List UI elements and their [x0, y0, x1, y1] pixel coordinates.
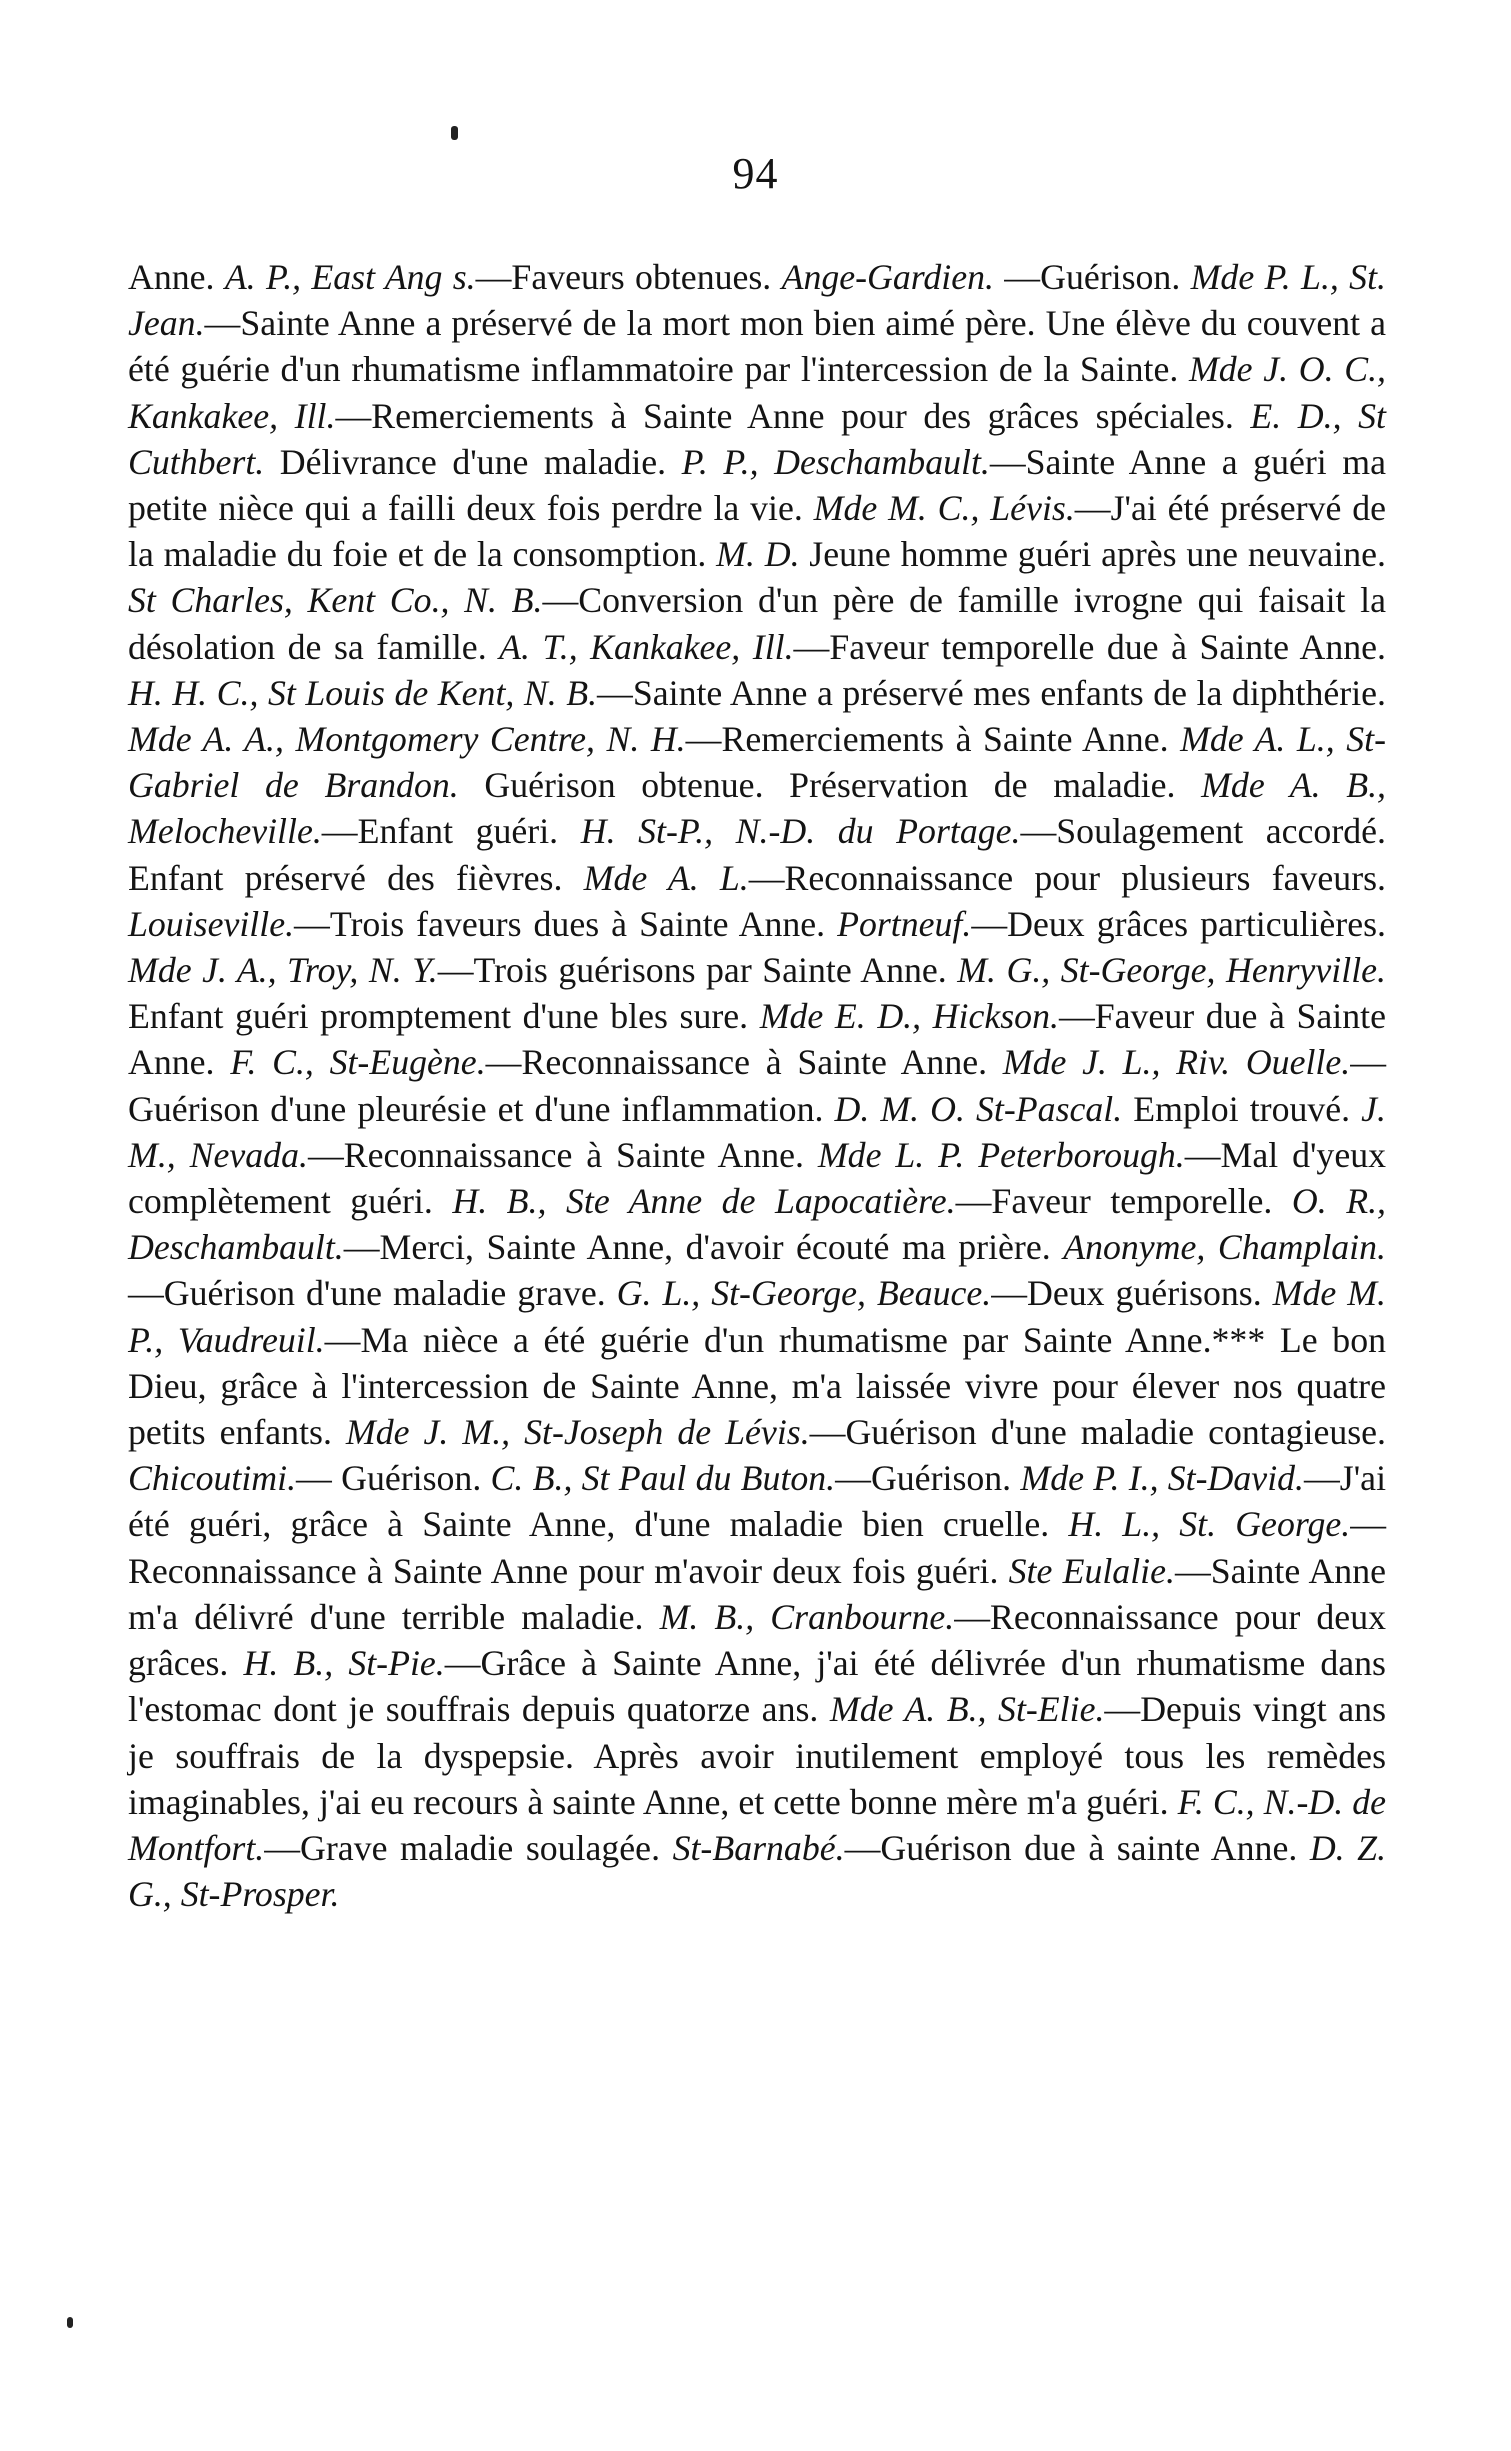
testimony-text: —Guérison d'une maladie grave.	[128, 1273, 617, 1314]
testimony-text: —Guérison.	[835, 1458, 1021, 1499]
correspondent-name: Chicoutimi.	[128, 1458, 297, 1499]
correspondent-name: P. P., Deschambault.	[681, 441, 990, 482]
correspondent-name: Mde P. I., St-David.	[1020, 1458, 1304, 1499]
stray-ink-mark-top	[451, 126, 458, 140]
testimony-text: —Grave maladie soulagée.	[264, 1827, 673, 1868]
testimony-text: Anne.	[128, 257, 225, 297]
testimony-text: Délivrance d'une maladie.	[264, 441, 682, 482]
correspondent-name: H. B., St-Pie.	[243, 1643, 445, 1684]
testimony-text: —Enfant guéri.	[321, 811, 581, 852]
correspondent-name: A. P., East Ang s.	[224, 257, 476, 297]
correspondent-name: Mde P. L., St. Jean.	[128, 257, 1386, 344]
correspondent-name: H. H. C., St Louis de Kent, N. B.	[128, 672, 598, 713]
correspondent-name: H. B., Ste Anne de Lapocatière.	[452, 1181, 956, 1222]
correspondent-name: Mde J. A., Troy, N. Y.	[128, 950, 438, 991]
correspondent-name: M. D.	[716, 534, 800, 575]
testimony-text: Emploi trouvé.	[1122, 1088, 1362, 1129]
correspondent-name: M. B., Cranbourne.	[659, 1596, 955, 1637]
testimony-text: —Faveurs obtenues.	[475, 257, 782, 297]
correspondent-name: St-Barnabé.	[672, 1827, 845, 1868]
correspondent-name: Ange-Gardien.	[781, 257, 994, 297]
correspondent-name: Mde M. C., Lévis.	[813, 488, 1075, 529]
correspondent-name: D. M. O. St-Pascal.	[834, 1088, 1123, 1129]
correspondent-name: Anonyme, Champlain.	[1063, 1227, 1386, 1268]
testimony-text: —Merci, Sainte Anne, d'avoir écouté ma prière.	[343, 1227, 1064, 1268]
correspondent-name: H. L., St. George.	[1068, 1504, 1351, 1545]
testimony-text: —Guérison due à sainte Anne.	[844, 1827, 1310, 1868]
correspondent-name: G. L., St-George, Beauce.	[616, 1273, 992, 1314]
correspondent-name: O. R., Deschambault.	[128, 1181, 1386, 1268]
page-number: 94	[732, 149, 779, 198]
correspondent-name: Louiseville.	[128, 903, 295, 944]
correspondent-name: J. M., Nevada.	[128, 1088, 1386, 1175]
correspondent-name: Mde E. D., Hickson.	[759, 996, 1059, 1037]
correspondent-name: Mde J. M., St-Joseph de Lévis.	[345, 1412, 810, 1453]
correspondent-name: Mde A. L.	[583, 857, 749, 898]
testimony-text: —Mal d'yeux complètement guéri.	[128, 1134, 1387, 1222]
testimony-text: —Reconnaissance à Sainte Anne.	[485, 1042, 1003, 1083]
testimony-text: —Deux guérisons.	[991, 1273, 1273, 1314]
correspondent-name: C. B., St Paul du Buton.	[490, 1458, 836, 1499]
testimony-text: —Guérison d'une pleurésie et d'une inflammation.	[128, 1042, 1386, 1129]
testimony-text: —Faveur due à Sainte Anne.	[128, 996, 1386, 1083]
testimony-text: —Sainte Anne m'a délivré d'une terrible maladie.	[128, 1550, 1386, 1637]
correspondent-name: Mde L. P. Peterborough.	[817, 1134, 1185, 1175]
testimony-text: —Reconnaissance pour deux grâces.	[128, 1596, 1386, 1684]
testimony-text: —Sainte Anne a préservé mes enfants de la diphthérie.	[597, 672, 1386, 713]
testimony-text: —Reconnaissance à Sainte Anne pour m'avoir deux fois guéri.	[128, 1504, 1386, 1591]
correspondent-name: F. C., St-Eugène.	[230, 1042, 486, 1083]
testimony-text: — Guérison.	[296, 1458, 491, 1499]
testimony-text: —Remerciements à Sainte Anne.	[685, 719, 1181, 760]
testimony-text: —Soulagement accordé. Enfant préservé des fièvres.	[128, 811, 1386, 898]
correspondent-name: Mde A. A., Montgomery Centre, N. H.	[128, 719, 686, 760]
testimony-text: Guérison obtenue. Préservation de maladie.	[458, 765, 1202, 806]
correspondent-name: F. C., N.-D. de Montfort.	[128, 1781, 1386, 1868]
correspondent-name: Mde J. L., Riv. Ouelle.	[1002, 1042, 1351, 1083]
correspondent-name: Mde M. P., Vaudreuil.	[128, 1273, 1386, 1360]
correspondent-name: D. Z. G., St-Prosper.	[128, 1827, 1387, 1915]
correspondent-name: Portneuf.	[837, 903, 972, 944]
testimony-text: —Ma nièce a été guérie d'un rhumatisme par Sainte Anne.*** Le bon Dieu, grâce à l'intercession de Sainte Anne, m'a laissée vivre pour élever nos quatre petits enfants.	[128, 1319, 1386, 1453]
testimony-text: —Grâce à Sainte Anne, j'ai été délivrée d'un rhumatisme dans l'estomac dont je souffrais depuis quatorze ans.	[128, 1643, 1386, 1730]
correspondent-name: E. D., St Cuthbert.	[128, 395, 1386, 482]
testimony-text: —Faveur temporelle due à Sainte Anne.	[793, 626, 1386, 667]
testimony-text: —J'ai été préservé de la maladie du foie et de la consomption.	[128, 488, 1386, 575]
stray-ink-mark-bottom	[67, 2317, 73, 2328]
testimony-text: Enfant guéri promptement d'une bles sure.	[128, 996, 760, 1037]
testimony-text: —Depuis vingt ans je souffrais de la dyspepsie. Après avoir inutilement employé tous les remèdes imaginables, j'ai eu recours à sainte Anne, et cette bonne mère m'a guéri.	[128, 1689, 1386, 1822]
testimony-text: —Reconnaissance pour plusieurs faveurs.	[748, 857, 1386, 898]
testimony-text: —Conversion d'un père de famille ivrogne qui faisait la désolation de sa famille.	[128, 580, 1386, 667]
testimony-text: —Deux grâces particulières.	[971, 903, 1386, 944]
testimony-text: —Sainte Anne a guéri ma petite nièce qui a failli deux fois perdre la vie.	[128, 441, 1386, 529]
correspondent-name: M. G., St-George, Henryville.	[957, 950, 1386, 991]
testimony-text: Jeune homme guéri après une neuvaine.	[799, 534, 1386, 575]
testimony-text: —Faveur temporelle.	[955, 1181, 1292, 1222]
testimony-text: —Remerciements à Sainte Anne pour des grâces spéciales.	[335, 395, 1251, 436]
correspondent-name: Mde A. B., Melocheville.	[128, 765, 1386, 852]
correspondent-name: A. T., Kankakee, Ill.	[499, 626, 794, 667]
testimony-text: —Guérison.	[993, 257, 1191, 297]
correspondent-name: H. St-P., N.-D. du Portage.	[580, 811, 1021, 852]
correspondent-name: Mde A. B., St-Elie.	[829, 1689, 1105, 1730]
correspondent-name: Mde J. O. C., Kankakee, Ill.	[128, 349, 1386, 436]
testimony-text: —Sainte Anne a préservé de la mort mon bien aimé père. Une élève du couvent a été guérie d'un rhumatisme inflammatoire par l'intercession de la Sainte.	[128, 303, 1386, 390]
correspondent-name: Ste Eulalie.	[1008, 1550, 1175, 1591]
correspondent-name: Mde A. L., St-Gabriel de Brandon.	[128, 719, 1386, 806]
testimony-text: —J'ai été guéri, grâce à Sainte Anne, d'une maladie bien cruelle.	[128, 1458, 1387, 1545]
body-paragraph	[128, 254, 1386, 1917]
testimony-text: —Reconnaissance à Sainte Anne.	[307, 1134, 818, 1175]
correspondent-name: St Charles, Kent Co., N. B.	[128, 580, 543, 621]
testimony-text: —Trois guérisons par Sainte Anne.	[437, 950, 958, 991]
testimony-text: —Trois faveurs dues à Sainte Anne.	[294, 903, 838, 944]
testimony-text: —Guérison d'une maladie contagieuse.	[809, 1412, 1386, 1453]
